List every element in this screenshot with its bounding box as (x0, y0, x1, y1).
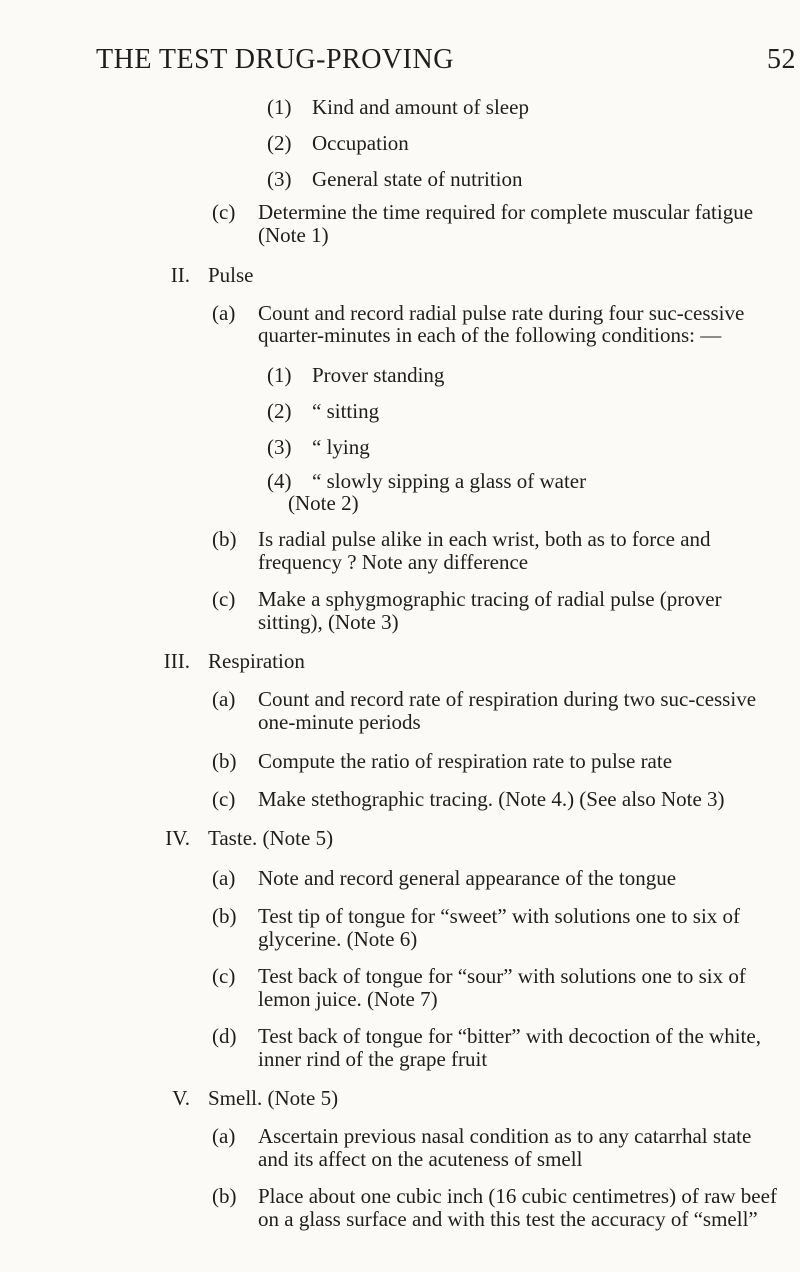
section-heading (0, 648, 800, 674)
item-text: Count and record radial pulse rate during four suc-cessive quarter-minutes in each of the following conditions: — (258, 301, 745, 347)
item-label: (c) (212, 200, 236, 224)
section-title: Taste. (Note 5) (208, 826, 334, 850)
item-label: (b) (212, 1184, 237, 1208)
item-number: (3) (267, 435, 292, 459)
section-heading (0, 1085, 800, 1111)
item-label: (c) (212, 587, 236, 611)
list-item (0, 398, 800, 424)
item-text: Test back of tongue for “sour” with solutions one to six of lemon juice. (Note 7) (258, 964, 746, 1011)
item-text: Test tip of tongue for “sweet” with solutions one to six of glycerine. (Note 6) (258, 904, 741, 951)
item-label: (a) (212, 687, 236, 711)
item-label: (a) (212, 866, 236, 890)
item-text: Note and record general appearance of the tongue (258, 866, 677, 890)
item-text: Kind and amount of sleep (312, 95, 529, 119)
list-item (0, 528, 778, 574)
list-item (0, 302, 778, 346)
note-ref: (Note 2) (288, 491, 359, 515)
item-text: Determine the time required for complete muscular fatigue (258, 200, 754, 224)
item-number: (1) (267, 95, 292, 119)
section-heading (0, 262, 800, 288)
item-label: (d) (212, 1024, 237, 1048)
item-label: (c) (212, 964, 236, 988)
list-item (0, 362, 800, 388)
list-item (0, 788, 778, 811)
item-text: Compute the ratio of respiration rate to pulse rate (258, 749, 673, 773)
item-label: (a) (212, 1124, 236, 1148)
item-text: Occupation (312, 131, 409, 155)
section-title: Pulse (208, 263, 254, 287)
item-text: Ascertain previous nasal condition as to any catarrhal state and its affect on the acuteness of smell (258, 1124, 752, 1171)
item-number: (4) (267, 469, 292, 493)
item-number: (2) (267, 131, 292, 155)
item-text: Place about one cubic inch (16 cubic centimetres) of raw beef on a glass surface and with this test the accuracy of “smell” (258, 1184, 777, 1231)
item-number: (2) (267, 399, 292, 423)
item-label: (a) (212, 301, 236, 325)
list-item (0, 688, 778, 734)
list-item (0, 470, 800, 514)
list-item (0, 965, 778, 1011)
running-header (96, 44, 796, 84)
section-numeral: V. (172, 1086, 190, 1110)
section-title: Respiration (208, 649, 305, 673)
page-number: 52 (767, 44, 796, 75)
item-text: “ sitting (312, 399, 380, 423)
item-text: “ lying (312, 435, 370, 459)
list-item (0, 1185, 778, 1231)
list-item (0, 1025, 778, 1071)
page-body (0, 94, 800, 1231)
section-numeral: III. (163, 649, 190, 673)
item-text: General state of nutrition (312, 167, 523, 191)
section-numeral: II. (170, 263, 190, 287)
item-label: (b) (212, 904, 237, 928)
item-label: (b) (212, 749, 237, 773)
item-label: (b) (212, 527, 237, 551)
item-number: (3) (267, 167, 292, 191)
list-item (0, 166, 800, 192)
item-text: Make a sphygmographic tracing of radial pulse (prover sitting), (Note 3) (258, 587, 722, 634)
note-ref: (Note 1) (258, 223, 329, 247)
section-heading (0, 825, 800, 851)
item-text: Count and record rate of respiration during two suc-cessive one-minute periods (258, 687, 757, 734)
list-item (0, 865, 778, 891)
section-title: Smell. (Note 5) (208, 1086, 339, 1110)
list-item (0, 434, 800, 460)
item-text: “ slowly sipping a glass of water (312, 469, 587, 493)
running-title: THE TEST DRUG-PROVING (96, 44, 454, 75)
list-item (0, 130, 800, 156)
list-item (0, 748, 778, 774)
list-item (0, 905, 778, 951)
section-numeral: IV. (165, 826, 190, 850)
item-label: (c) (212, 787, 236, 811)
item-number: (1) (267, 363, 292, 387)
item-text: Test back of tongue for “bitter” with decoction of the white, inner rind of the grape fruit (258, 1024, 761, 1071)
item-text: Make stethographic tracing. (Note 4.) (See also Note 3) (258, 787, 725, 811)
list-item (0, 202, 778, 248)
list-item (0, 588, 778, 634)
item-text: Is radial pulse alike in each wrist, both as to force and frequency ? Note any difference (258, 527, 711, 574)
list-item (0, 94, 800, 120)
list-item (0, 1125, 778, 1171)
item-text: Prover standing (312, 363, 445, 387)
